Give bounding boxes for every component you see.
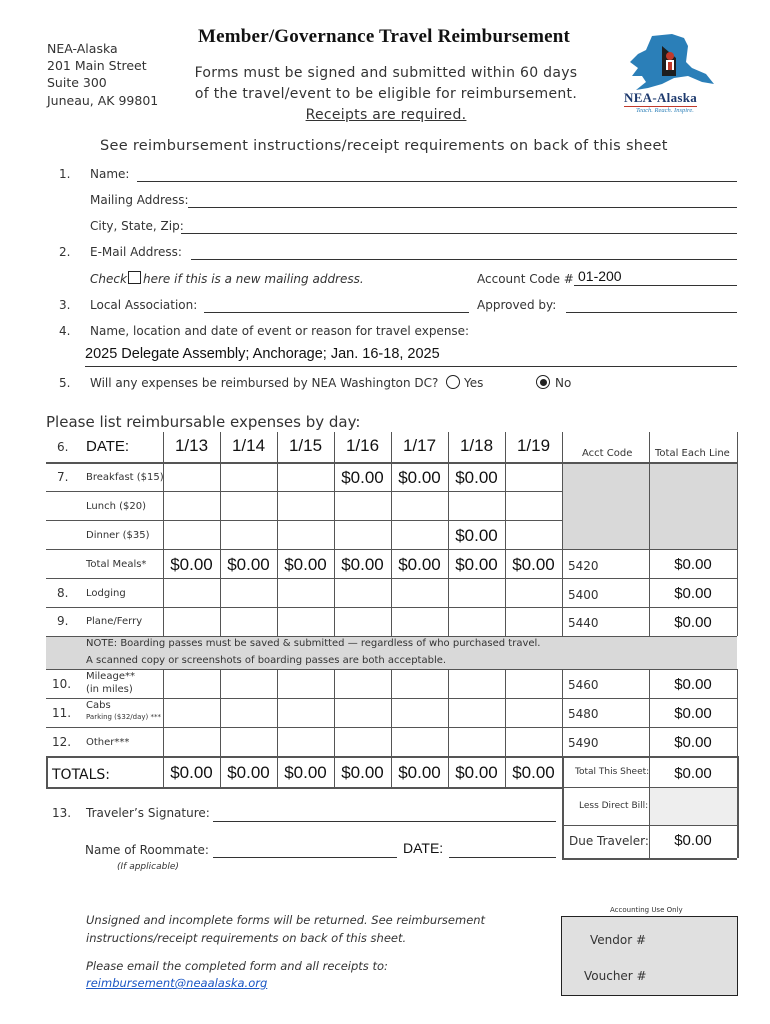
total-meals-cell[interactable]: $0.00 xyxy=(398,555,441,574)
nea-dc-yes-label: Yes xyxy=(464,376,484,390)
event-label: Name, location and date of event or reason for travel expense: xyxy=(90,324,470,338)
approved-by-field[interactable] xyxy=(566,312,737,313)
check-suffix-label: here if this is a new mailing address. xyxy=(143,272,364,286)
mailing-address-label: Mailing Address: xyxy=(90,193,189,207)
traveler-signature-label: Traveler’s Signature: xyxy=(86,806,210,820)
totals-cell[interactable]: $0.00 xyxy=(170,763,213,782)
cabs-code: 5480 xyxy=(568,707,599,721)
name-label: Name: xyxy=(90,167,130,181)
total-each-line-header: Total Each Line xyxy=(655,448,730,459)
total-this-sheet-value[interactable]: $0.00 xyxy=(674,765,712,782)
due-traveler-value[interactable]: $0.00 xyxy=(674,832,712,849)
breakfast-cell[interactable]: $0.00 xyxy=(398,468,441,487)
city-state-zip-label: City, State, Zip: xyxy=(90,219,184,233)
warning-line-2: instructions/receipt requirements on back of this sheet. xyxy=(86,931,407,945)
mileage-code: 5460 xyxy=(568,678,599,692)
form-title: Member/Governance Travel Reimbursement xyxy=(198,26,571,47)
roommate-field[interactable] xyxy=(213,857,397,858)
date-header: 1/15 xyxy=(288,436,323,455)
approved-by-label: Approved by: xyxy=(477,298,557,312)
total-meals-total[interactable]: $0.00 xyxy=(674,556,712,573)
traveler-signature-field[interactable] xyxy=(213,821,556,822)
item-number-3: 3. xyxy=(59,298,71,312)
name-field[interactable] xyxy=(137,181,737,182)
org-city: Juneau, AK 99801 xyxy=(47,93,159,108)
total-meals-cell[interactable]: $0.00 xyxy=(512,555,555,574)
mileage-total[interactable]: $0.00 xyxy=(674,676,712,693)
expenses-heading: Please list reimbursable expenses by day: xyxy=(46,413,361,431)
breakfast-cell[interactable]: $0.00 xyxy=(341,468,384,487)
lodging-code: 5400 xyxy=(568,588,599,602)
totals-cell[interactable]: $0.00 xyxy=(455,763,498,782)
nea-dc-yes-radio[interactable] xyxy=(446,375,460,389)
date-header: 1/19 xyxy=(516,436,551,455)
grid-vline xyxy=(562,756,564,858)
mailing-address-field[interactable] xyxy=(188,207,737,208)
grid-vline xyxy=(46,756,48,787)
totals-cell[interactable]: $0.00 xyxy=(398,763,441,782)
roommate-date-label: DATE: xyxy=(403,840,444,856)
account-code-label: Account Code # xyxy=(477,272,574,286)
account-code-value[interactable]: 01-200 xyxy=(578,268,622,284)
totals-cell[interactable]: $0.00 xyxy=(227,763,270,782)
cabs-label: Cabs xyxy=(86,700,111,711)
nea-dc-no-radio[interactable] xyxy=(536,375,550,389)
notice-line-3: Receipts are required. xyxy=(305,107,467,123)
grid-vline xyxy=(649,756,650,858)
grid-vline xyxy=(220,432,221,636)
grid-vline xyxy=(649,432,650,636)
note-line-2: A scanned copy or screenshots of boarding passes are both acceptable. xyxy=(86,655,447,666)
totals-cell[interactable]: $0.00 xyxy=(284,763,327,782)
date-header: 1/18 xyxy=(459,436,494,455)
breakfast-label: Breakfast ($15) xyxy=(86,472,164,483)
org-street: 201 Main Street xyxy=(47,58,147,73)
total-meals-cell[interactable]: $0.00 xyxy=(341,555,384,574)
notice-line-1: Forms must be signed and submitted within 60 days xyxy=(194,65,578,81)
lodging-label: Lodging xyxy=(86,588,126,599)
less-direct-bill-label: Less Direct Bill: xyxy=(579,801,649,811)
total-meals-cell[interactable]: $0.00 xyxy=(284,555,327,574)
item-number-9: 9. xyxy=(57,614,69,628)
item-number-6: 6. xyxy=(57,440,69,454)
total-meals-cell[interactable]: $0.00 xyxy=(455,555,498,574)
item-number-2: 2. xyxy=(59,245,71,259)
check-prefix-label: Check xyxy=(90,272,127,286)
grid-hline xyxy=(562,858,737,860)
grid-vline xyxy=(505,432,506,636)
mileage-sublabel: (in miles) xyxy=(86,684,133,695)
item-number-12: 12. xyxy=(52,735,72,749)
roommate-label: Name of Roommate: xyxy=(85,843,209,857)
logo-text: NEA-Alaska xyxy=(624,90,698,105)
reimbursement-email-link[interactable]: reimbursement@neaalaska.org xyxy=(86,976,268,990)
grid-hline xyxy=(46,520,562,521)
breakfast-cell[interactable]: $0.00 xyxy=(455,468,498,487)
lunch-label: Lunch ($20) xyxy=(86,501,146,512)
item-number-1: 1. xyxy=(59,167,71,181)
item-number-7: 7. xyxy=(57,470,69,484)
totals-cell[interactable]: $0.00 xyxy=(341,763,384,782)
total-meals-code: 5420 xyxy=(568,559,599,573)
date-header: 1/14 xyxy=(231,436,266,455)
totals-cell[interactable]: $0.00 xyxy=(512,763,555,782)
note-line-1: NOTE: Boarding passes must be saved & submitted — regardless of who purchased travel. xyxy=(86,638,541,649)
date-header: 1/16 xyxy=(345,436,380,455)
nea-dc-question: Will any expenses be reimbursed by NEA Washington DC? xyxy=(90,376,439,390)
item-number-5: 5. xyxy=(59,376,71,390)
logo-tagline: Teach. Reach. Inspire. xyxy=(636,107,694,114)
nea-dc-no-label: No xyxy=(555,376,572,390)
accounting-box xyxy=(561,916,738,996)
grid-hline xyxy=(46,787,562,789)
item-number-10: 10. xyxy=(52,677,72,691)
grid-vline xyxy=(737,756,739,858)
grid-vline xyxy=(391,432,392,636)
email-label: E-Mail Address: xyxy=(90,245,182,259)
date-header: 1/17 xyxy=(402,436,437,455)
dinner-label: Dinner ($35) xyxy=(86,530,150,541)
plane-ferry-total[interactable]: $0.00 xyxy=(674,614,712,631)
event-value[interactable]: 2025 Delegate Assembly; Anchorage; Jan. 16-18, 2025 xyxy=(85,346,440,362)
org-suite: Suite 300 xyxy=(47,75,107,90)
account-code-field xyxy=(574,285,737,286)
instructions-line: See reimbursement instructions/receipt requirements on back of this sheet xyxy=(100,138,668,154)
dinner-cell[interactable]: $0.00 xyxy=(455,526,498,545)
lodging-total[interactable]: $0.00 xyxy=(674,585,712,602)
grid-hline xyxy=(46,491,562,492)
date-label: DATE: xyxy=(86,438,130,455)
notice-line-2: of the travel/event to be eligible for reimbursement. xyxy=(194,86,578,102)
item-number-13: 13. xyxy=(52,806,72,820)
voucher-label: Voucher # xyxy=(584,969,647,983)
acct-code-header: Acct Code xyxy=(582,448,633,459)
org-name: NEA-Alaska xyxy=(47,41,118,56)
total-meals-cell[interactable]: $0.00 xyxy=(170,555,213,574)
grid-vline xyxy=(562,432,563,636)
grid-vline xyxy=(277,432,278,636)
event-field xyxy=(85,366,737,367)
grid-vline xyxy=(737,432,738,636)
total-meals-label: Total Meals* xyxy=(86,559,147,570)
roommate-date-field[interactable] xyxy=(449,857,556,858)
total-meals-cell[interactable]: $0.00 xyxy=(227,555,270,574)
plane-ferry-code: 5440 xyxy=(568,616,599,630)
plane-ferry-label: Plane/Ferry xyxy=(86,616,143,627)
local-association-label: Local Association: xyxy=(90,298,198,312)
other-label: Other*** xyxy=(86,737,130,748)
other-code: 5490 xyxy=(568,736,599,750)
local-association-field[interactable] xyxy=(204,312,469,313)
grid-vline xyxy=(334,432,335,636)
if-applicable-note: (If applicable) xyxy=(117,862,179,872)
vendor-label: Vendor # xyxy=(590,933,647,947)
mileage-label: Mileage** xyxy=(86,671,135,682)
total-this-sheet-label: Total This Sheet: xyxy=(575,767,650,777)
warning-line-1: Unsigned and incomplete forms will be returned. See reimbursement xyxy=(86,913,486,927)
cabs-total[interactable]: $0.00 xyxy=(674,705,712,722)
city-state-zip-field[interactable] xyxy=(181,233,737,234)
accounting-use-title: Accounting Use Only xyxy=(610,906,683,914)
item-number-4: 4. xyxy=(59,324,71,338)
grid-vline xyxy=(163,432,164,636)
email-field[interactable] xyxy=(191,259,737,260)
item-number-8: 8. xyxy=(57,586,69,600)
parking-sublabel: Parking ($32/day) *** xyxy=(86,713,161,721)
totals-label: TOTALS: xyxy=(52,767,111,783)
date-header: 1/13 xyxy=(174,436,209,455)
nea-alaska-logo xyxy=(622,32,718,118)
other-total[interactable]: $0.00 xyxy=(674,734,712,751)
due-traveler-label: Due Traveler: xyxy=(569,834,649,848)
grid-hline xyxy=(46,636,737,637)
email-prompt: Please email the completed form and all receipts to: xyxy=(86,959,388,973)
new-address-checkbox[interactable] xyxy=(128,271,141,284)
less-direct-bill-cell[interactable] xyxy=(649,787,737,825)
item-number-11: 11. xyxy=(52,706,72,720)
